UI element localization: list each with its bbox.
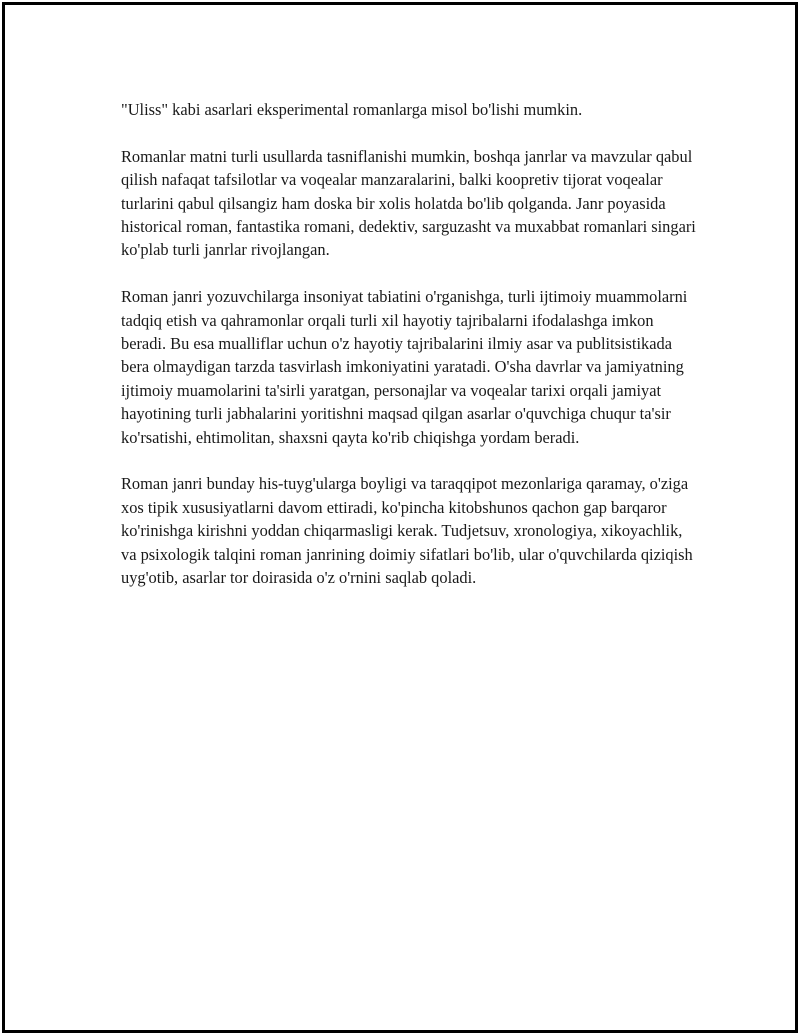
document-body: [121, 98, 696, 613]
paragraph-2: Romanlar matni turli usullarda tasniflanishi mumkin, boshqa janrlar va mavzular qabul qilish nafaqat tafsilotlar va voqealar manzaralarini, balki koopretiv tijorat voqealar turlarini qabul qilsangiz ham doska bir xolis holatda bo'lib qolganda. Janr poyasida historical roman, fantastika romani, dedektiv, sarguzasht va muxabbat romanlari singari ko'plab turli janrlar rivojlangan.: [121, 146, 696, 260]
paragraph-3: Roman janri yozuvchilarga insoniyat tabiatini o'rganishga, turli ijtimoiy muammolarni tadqiq etish va qahramonlar orqali turli xil hayotiy tajribalarni ifodalashga imkon beradi. Bu esa mualliflar uchun o'z hayotiy tajribalarini ilmiy asar va publitsistikada bera olmaydigan tarzda tasvirlash imkoniyatini yaratadi. O'sha davrlar va jamiyatning ijtimoiy muamolarini ta'sirli yaratgan, personajlar va voqealar tarixi orqali jamiyat hayotining turli jabhalarini yoritishni maqsad qilgan asarlar o'quvchiga chuqur ta'sir ko'rsatishi, ehtimolitan, shaxsni qayta ko'rib chiqishga yordam beradi.: [121, 287, 688, 447]
paragraph-1: "Uliss" kabi asarlari eksperimental romanlarga misol bo'lishi mumkin.: [121, 100, 583, 119]
paragraph-4: Roman janri bunday his-tuyg'ularga boyligi va taraqqipot mezonlariga qaramay, o'ziga xos tipik xususiyatlarni davom ettiradi, ko'pincha kitobshunos qachon gap barqaror ko'rinishga kirishni yoddan chiqarmasligi kerak. Tudjetsuv, xronologiya, xikoyachlik, va psixologik talqini roman janrining doimiy sifatlari bo'lib, ular o'quvchilarda qiziqish uyg'otib, asarlar tor doirasida o'z o'rnini saqlab qoladi.: [121, 474, 693, 588]
page-border: [2, 2, 798, 1033]
